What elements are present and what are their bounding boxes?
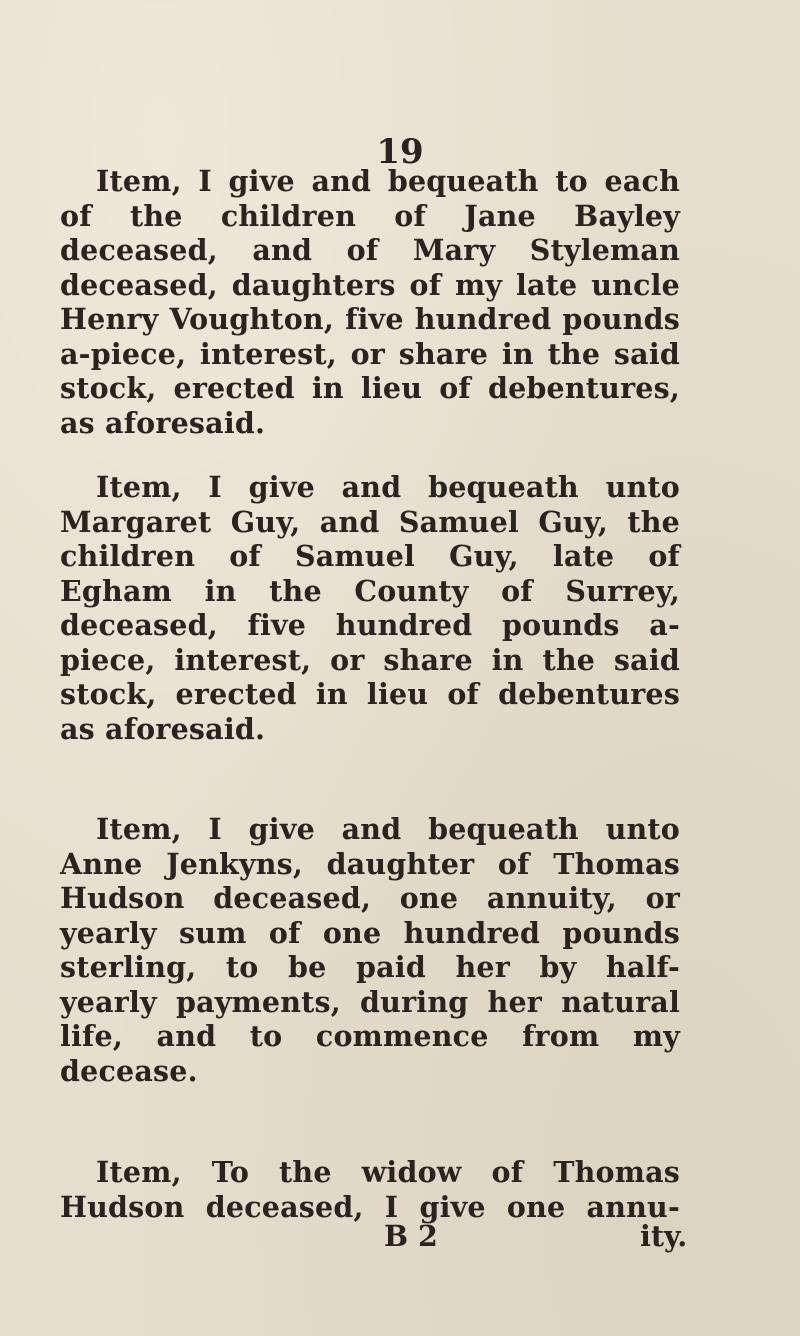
text-line: yearly payments, during her natural	[60, 984, 680, 1019]
text-line: stock, erected in lieu of debentures	[60, 677, 680, 711]
text-line: Item, I give and bequeath unto	[96, 470, 680, 504]
text-line: Item, I give and bequeath unto	[96, 812, 680, 846]
text-line: Margaret Guy, and Samuel Guy, the	[60, 504, 680, 539]
text-line: Item, To the widow of Thomas	[96, 1155, 680, 1189]
text-line: decease.	[60, 1053, 198, 1088]
text-line: Item, I give and bequeath to each	[96, 164, 680, 198]
text-line: Egham in the County of Surrey,	[60, 573, 680, 608]
text-line: life, and to commence from my	[60, 1019, 680, 1053]
text-line: Hudson deceased, one annuity, or	[60, 881, 680, 915]
paragraph-bequest-bayley-styleman	[60, 164, 680, 440]
text-line: Hudson deceased, I give one annu-	[60, 1189, 680, 1224]
catchword: ity.	[640, 1219, 688, 1253]
text-line: Henry Voughton, five hundred pounds	[60, 302, 680, 336]
text-line: a-piece, interest, or share in the said	[60, 336, 680, 371]
text-line: children of Samuel Guy, late of	[60, 539, 680, 573]
text-line: sterling, to be paid her by half-	[60, 950, 680, 984]
paragraph-bequest-guy	[60, 470, 680, 746]
text-line: as aforesaid.	[60, 711, 266, 746]
text-line: piece, interest, or share in the said	[60, 642, 680, 677]
text-line: deceased, five hundred pounds a-	[60, 608, 680, 642]
text-line: of the children of Jane Bayley	[60, 198, 680, 233]
text-line: Anne Jenkyns, daughter of Thomas	[60, 846, 680, 881]
page-number: 19	[376, 132, 424, 172]
text-line: stock, erected in lieu of debentures,	[60, 371, 680, 405]
text-line: yearly sum of one hundred pounds	[60, 915, 680, 950]
text-line: deceased, and of Mary Styleman	[60, 233, 680, 267]
text-line: deceased, daughters of my late uncle	[60, 267, 680, 302]
paragraph-bequest-jenkyns	[60, 812, 680, 1088]
signature-mark: B 2	[384, 1219, 438, 1253]
paragraph-bequest-widow-hudson	[60, 1155, 680, 1224]
text-line: as aforesaid.	[60, 405, 266, 440]
